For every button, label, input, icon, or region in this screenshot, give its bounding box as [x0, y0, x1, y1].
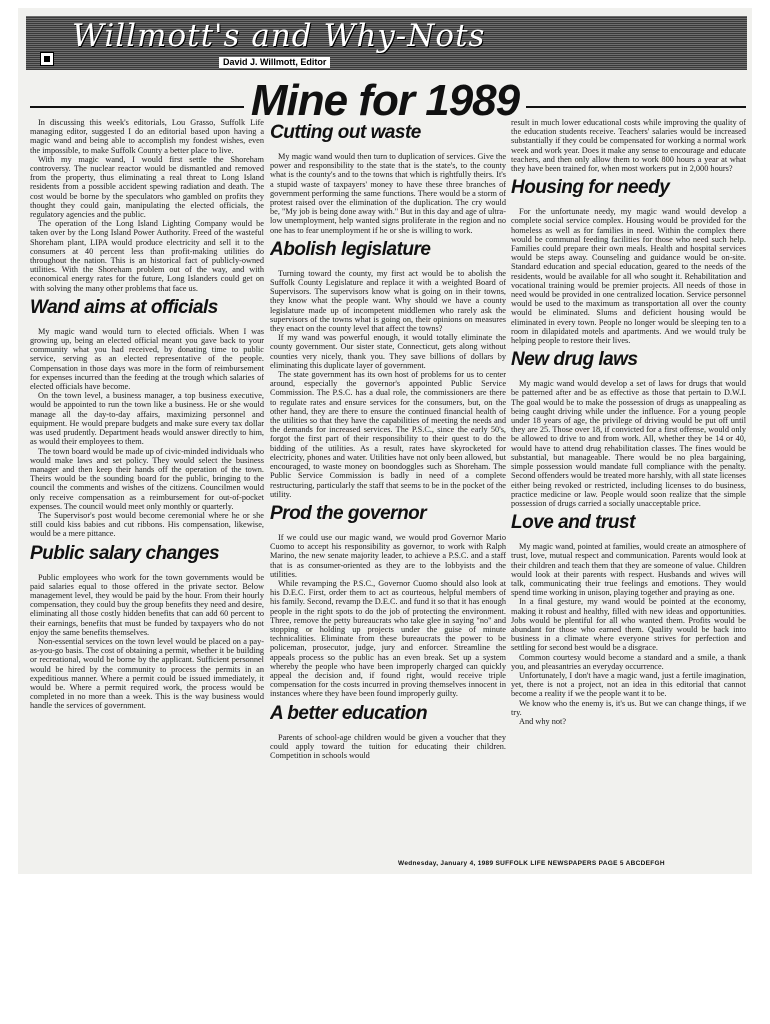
article-paragraph: In discussing this week's editorials, Lou Grasso, Suffolk Life managing editor, suggested I do an editorial based upon having a magic wand and being able to accomplish my fondest wishes, even the impossible, to make Suffolk County a better place to live. [30, 118, 264, 155]
article-paragraph: Common courtesy would become a standard and a smile, a thank you, and pleasantries an everyday occurrence. [511, 652, 746, 671]
article-paragraph: With my magic wand, I would first settle the Shoreham controversy. The nuclear reactor would be dismantled and removed from the property, thus eliminating a real threat to Long Island residents from a possible accident spewing radiation and death. The cost would be borne by the speculators who gambled on profits they thought they could gain, manipulating the elected officials, the regulatory agencies and the public. [30, 154, 264, 220]
editor-byline: David J. Willmott, Editor [219, 57, 330, 68]
article-paragraph: The Supervisor's post would become ceremonial where he or she still could kiss babies and cut ribbons. His compensation, likewise, would be a mere pittance. [30, 510, 264, 539]
article-paragraph: Non-essential services on the town level would be placed on a pay-as-you-go basis. The cost of obtaining a permit, whether it be building or recreational, would be borne by the applicant. Sufficient personnel would be hired by the community to process the permits in an expeditious manner. Where a permit could be issued immediately, it would be. Where a permit required work, the process would be completed in no more than a week. This is the way business would handle the services of government. [30, 636, 264, 711]
article-paragraph: In a final gesture, my wand would be pointed at the economy, making it robust and healthy, filled with new ideas and opportunities. Jobs would be plentiful for all who wanted them. Profits would be abundant for those who earned them. Quality would be back into business in a climate where everyone strives for perfection and settling for second best would be a disgrace. [511, 597, 746, 653]
article-paragraph: Turning toward the county, my first act would be to abolish the Suffolk County Legislature and replace it with a weighted Board of Supervisors. The supervisors know what is going on in their towns, they know what the people want. Why should we have a county legislature made up of incompetent middlemen who rarely ask the supervisors of the towns what is going on, their opinions on measures they enact on the county level that affect the towns? [270, 268, 506, 334]
article-paragraph: While revamping the P.S.C., Governor Cuomo should also look at his D.E.C. First, order them to act as courteous, helpful members of his family. Second, revamp the D.E.C. and fund it so that it has enough people in the right spots to do the job of protecting the environment. Three, remove the petty bureaucrats who take glee in saying "no" and stopping or holding up projects under the guise of minute technicalities. Eliminate from these bureaucrats the power to be policeman, prosecutor, judge, jury and enforcer. Streamline the appeals process so the public has an even break. Set up a system whereby the people who have been improperly charged can quickly appeal the decision and, if found right, would receive triple compensation for the costs incurred in proving themselves innocent in instances where they have been found improperly guilty. [270, 578, 506, 699]
article-column-2 [270, 118, 506, 760]
article-paragraph: If we could use our magic wand, we would prod Governor Mario Cuomo to accept his responsibility as governor, to work with Ralph Marino, the new senate majority leader, to achieve a P.S.C. and a staff that is as consumer-oriented as they are to the lobbyists and the utilities. [270, 532, 506, 579]
article-column-3 [511, 118, 746, 726]
section-heading: Love and trust [511, 512, 635, 534]
article-paragraph: On the town level, a business manager, a top business executive, would be appointed to run the town like a business. He or she would manage all the day-to-day affairs, maximizing personnel and equipment. He would prepare budgets and make sure every tax dollar was used prudently. Department heads would answer directly to him, as would their employees to them. [30, 391, 264, 447]
article-paragraph: And why not? [519, 716, 567, 726]
article-paragraph: Unfortunately, I don't have a magic wand, just a fertile imagination, yet, there is not a project, not an idea in this editorial that cannot become a reality if we the people want it to be. [511, 670, 746, 699]
newspaper-page [18, 8, 752, 874]
article-paragraph: We know who the enemy is, it's us. But we can change things, if we try. [511, 698, 746, 717]
article-paragraph: The state government has its own host of problems for us to center around, especially the governor's appointed Public Service Commission. The P.S.C. has a dual role, the commissioners are there to regulate rates and ensure services for the consumers, but, on the other hand, they are there to ensure the continued financial health of the utilities so that they have the capabilities of meeting the needs and the demands for increased services. The P.S.C., since the early 50's, forgot the first part of their responsibility to their quest to do the bidding of the utilities. As a result, rates have skyrocketed for electricity, phones and water. Utilities have not only been allowed, but encouraged, to waste money on boondoggles such as Shoreham. The Public Service Commission is badly in need of a complete restructuring, particularly the staff that seems to be in the pocket of the utility. [270, 370, 506, 499]
article-paragraph: My magic wand would then turn to duplication of services. Give the power and responsibility to the state that is the state's, to the county what is the county's and to the towns that which is rightfully theirs. It's a stupid waste of taxpayers' money to have these three branches of government performing the same functions. There would be a storm of protest raised over the elimination of the duplication. The cry would be, "My job is being done away with." But in this day and age of ultra-low unemployment, help wanted signs proliferate in the region and no one has to fear unemployment if he or she is willing to work. [270, 152, 506, 235]
section-heading: New drug laws [511, 349, 638, 371]
section-heading: Abolish legislature [270, 238, 431, 260]
section-heading: A better education [270, 702, 428, 724]
article-paragraph: For the unfortunate needy, my magic wand would develop a complete social service complex. Housing would be provided for the homeless as well as for families in need. Within the complex there would be communal feeding facilities for those who need such help. Families could prepare their own meals. Health and hospital services would be steps away. Counseling and guidance would be on-site. Standard education and special education, geared to the needs of the residents, would be available for all who sought it. Rehabilitation and vocational training would be premier projects. All needs of those in need would be provided in one centralized location. Service personnel would be used to the maximum as transportation all over the county would be eliminated. Slums and deficient housing would be eliminated in every town. People no longer would be sleeping ten to a room in dilapidated motels and apartments. And we would truly be helping people to restore their lives. [511, 207, 746, 346]
banner-ornament-icon [40, 52, 54, 66]
article-paragraph: If my wand was powerful enough, it would totally eliminate the county government. Our sister state, Connecticut, gets along without counties very nicely, thank you. They save billions of dollars by eliminating this duplicate layer of government. [270, 333, 506, 370]
headline-rule-left [30, 106, 244, 108]
article-paragraph: Parents of school-age children would be given a voucher that they could apply toward the tuition for educating their children. Competition in schools would [270, 732, 506, 760]
section-heading: Cutting out waste [270, 122, 421, 143]
section-heading: Prod the governor [270, 502, 427, 524]
headline-rule-right [526, 106, 746, 108]
article-column-1 [30, 118, 264, 711]
article-paragraph: The operation of the Long Island Lighting Company would be taken over by the Long Island Power Authority. Freed of the wasteful Shoreham plant, LIPA would produce electricity and sell it to the consumers at 40 percent less than profit-making utilities do throughout the nation. This is an historical fact of publicly-owned utilities. With the Shoreham problem out of the way, and with economical energy rates for the future, Long Islanders could get on with solving the many other problems that face us. [30, 219, 264, 293]
article-paragraph: My magic wand, pointed at families, would create an atmosphere of trust, love, mutual respect and communication. Parents would look at their children and teach them that they are someone of value. Children would look at their parents with respect. Husbands and wives will talk, communicating their true feelings and emotions. They would spend time working in unison, playing together and praying as one. [511, 542, 746, 598]
column-title: Willmott's and Why-Nots [72, 18, 486, 54]
section-heading: Wand aims at officials [30, 296, 218, 318]
section-heading: Public salary changes [30, 542, 220, 564]
article-paragraph: The town board would be made up of civic-minded individuals who would make laws and set policy. They would select the business manager and then keep their hands off the operation of the town. Theirs would be the sounding board for the public, bringing to the council the comments and wishes of the citizens. Councilmen would only receive compensation as a reimbursement for out-of-pocket expenses. The council would meet only monthly or quarterly. [30, 446, 264, 511]
article-paragraph: My magic wand would develop a set of laws for drugs that would be patterned after and be as effective as those that pertain to D.W.I. The goal would be to make the possession of drugs as unappealing as being caught driving while under the influence. For a young people under 18 years of age, the privilege of driving would be put off until they are 25. Those over 18, if convicted for a first offense, would only be allowed to drive to and from work. All, whether they be 14 or 40, would have to attend drug rehabilitation classes. The fines would be substantial, but manageable. There would be no plea bargaining, simple possession would mandate full compliance with the penalty. Second offenders would be treated more harshly, with all state licenses either being revoked or restricted, including licenses to do business, practice medicine or law. People would soon realize that the simple possession of drugs carried a socially unacceptable price. [511, 379, 746, 508]
article-paragraph: My magic wand would turn to elected officials. When I was growing up, being an elected official meant you gave back to your community what you had received, by donating time to public service, serving as an elected representative of the people. Compensation in those days was more in the form of reimbursement for expenses incurred than the feeding at the trough which salaries of elected officials have become. [30, 326, 264, 392]
page-footer: Wednesday, January 4, 1989 SUFFOLK LIFE NEWSPAPERS PAGE 5 ABCDEFGH [398, 860, 665, 867]
article-paragraph: Public employees who work for the town governments would be paid salaries equal to those offered in the private sector. Below management level, they would be paid by the hour. From their hourly compensation, they could buy the group benefits they need and desire, eliminating all those costly hidden benefits that can add 60 percent to their earnings, benefits that must be funded by taxpayers who do not enjoy the same benefits themselves. [30, 572, 264, 637]
page-headline: Mine for 1989 [250, 76, 520, 125]
column-banner [26, 16, 747, 70]
section-heading: Housing for needy [511, 177, 670, 199]
article-paragraph: result in much lower educational costs while improving the quality of the education students receive. Teachers' salaries would be increased substantially if they could be compensated for working a normal work week and work year. Does it make any sense to encourage and educate teachers, and then only allow them to work 800 hours a year at what they have been trained for, when most workers put in 2,000 hours? [511, 118, 746, 174]
